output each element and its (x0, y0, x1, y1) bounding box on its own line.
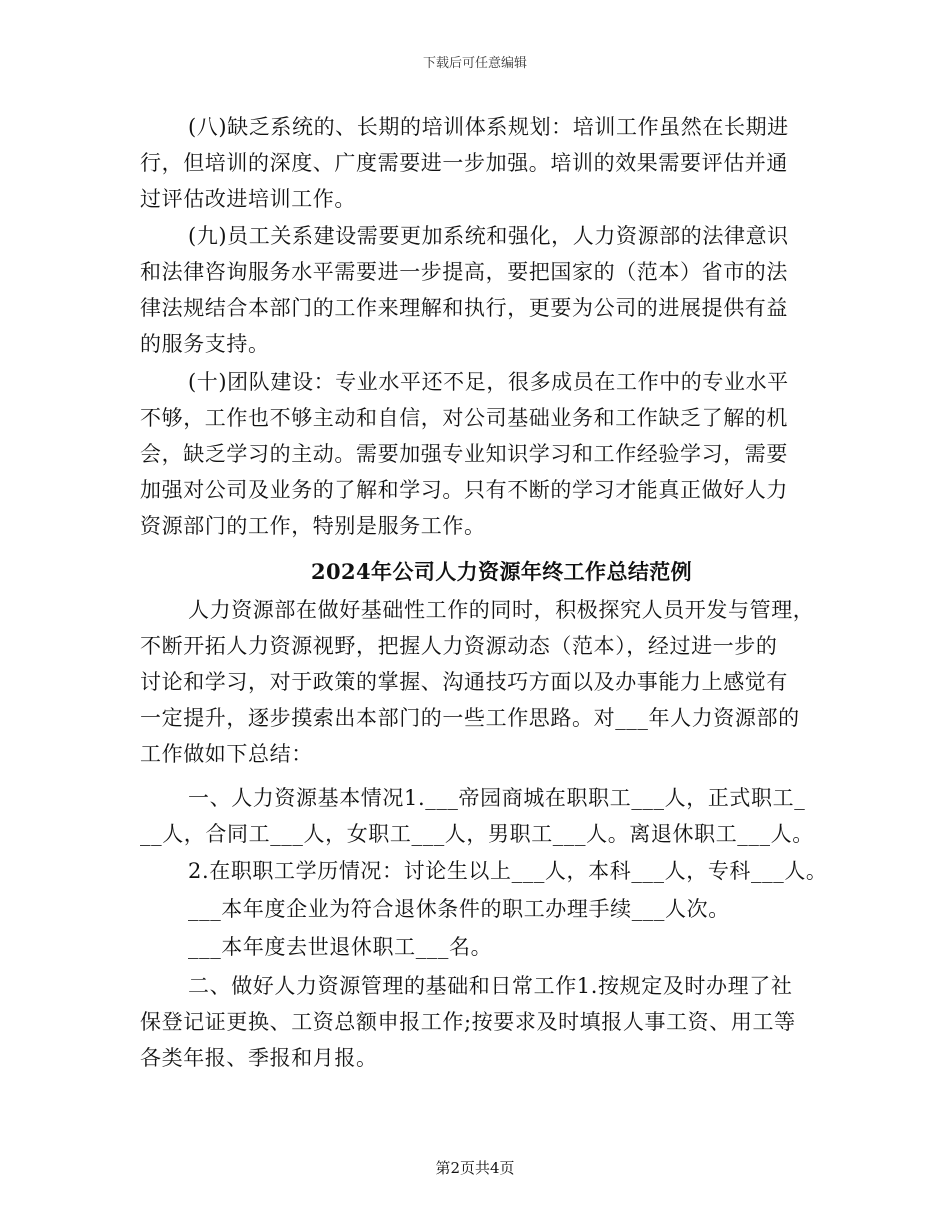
paragraph-line: (八)缺乏系统的、长期的培训体系规划：培训工作虽然在长期进 (188, 115, 789, 139)
paragraph-line: 加强对公司及业务的了解和学习。只有不断的学习才能真正做好人力 (140, 478, 788, 502)
paragraph-line: __人，合同工___人，女职工___人，男职工___人。离退休职工___人。 (140, 822, 814, 846)
paragraph-line: ___本年度去世退休职工___名。 (188, 935, 493, 959)
page-footer-number: 第2页共4页 (435, 1159, 515, 1177)
paragraph-line: 各类年报、季报和月报。 (140, 1046, 378, 1070)
paragraph-line: ___本年度企业为符合退休条件的职工办理手续___人次。 (188, 897, 730, 921)
paragraph-line: (十)团队建设：专业水平还不足，很多成员在工作中的专业水平 (188, 370, 789, 394)
paragraph-line: 讨论和学习，对于政策的掌握、沟通技巧方面以及办事能力上感觉有 (140, 670, 788, 694)
paragraph-line: 会，缺乏学习的主动。需要加强专业知识学习和工作经验学习，需要 (140, 442, 788, 466)
paragraph-line: 过评估改进培训工作。 (140, 187, 356, 211)
paragraph-line: (九)员工关系建设需要更加系统和强化，人力资源部的法律意识 (188, 224, 789, 248)
paragraph-line: 一、人力资源基本情况1.___帝园商城在职职工___人，正式职工_ (188, 786, 806, 810)
page-header-note: 下载后可任意编辑 (422, 56, 527, 71)
paragraph-line: 不断开拓人力资源视野，把握人力资源动态（范本），经过进一步的 (140, 634, 778, 658)
section-title: 2024年公司人力资源年终工作总结范例 (311, 559, 693, 584)
paragraph-line: 保登记证更换、工资总额申报工作;按要求及时填报人事工资、用工等 (140, 1010, 796, 1034)
paragraph-line: 工作做如下总结： (140, 742, 313, 766)
paragraph-line: 2.在职职工学历情况：讨论生以上___人，本科___人，专科___人。 (188, 859, 828, 883)
paragraph-line: 资源部门的工作，特别是服务工作。 (140, 514, 486, 538)
paragraph-line: 的服务支持。 (140, 332, 270, 356)
paragraph-line: 一定提升，逐步摸索出本部门的一些工作思路。对___年人力资源部的 (140, 706, 800, 730)
paragraph-line: 行，但培训的深度、广度需要进一步加强。培训的效果需要评估并通 (140, 151, 788, 175)
paragraph-line: 二、做好人力资源管理的基础和日常工作1.按规定及时办理了社 (188, 974, 793, 998)
paragraph-line: 和法律咨询服务水平需要进一步提高，要把国家的（范本）省市的法 (140, 260, 788, 284)
paragraph-line: 不够，工作也不够主动和自信，对公司基础业务和工作缺乏了解的机 (140, 406, 788, 430)
paragraph-line: 人力资源部在做好基础性工作的同时，积极探究人员开发与管理， (188, 598, 815, 622)
paragraph-line: 律法规结合本部门的工作来理解和执行，更要为公司的进展提供有益 (140, 296, 788, 320)
